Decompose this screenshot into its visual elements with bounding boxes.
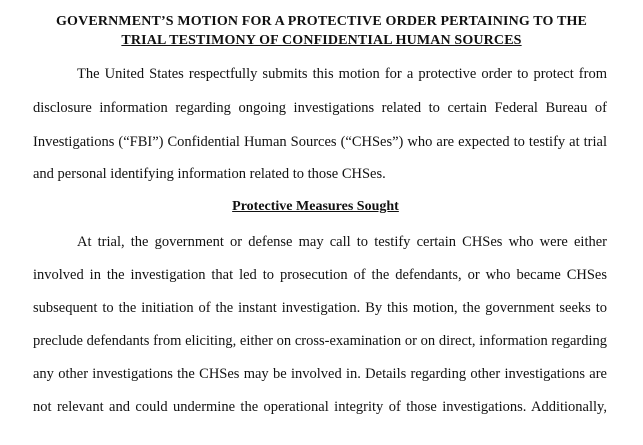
intro-paragraph-line: The United States respectfully submits this motion for a protective order to protect from bbox=[77, 66, 607, 82]
body-paragraph-line: preclude defendants from eliciting, either on cross-examination or on direct, information regarding bbox=[33, 333, 607, 349]
body-paragraph-line: subsequent to the initiation of the instant investigation. By this motion, the government seeks to bbox=[33, 300, 607, 316]
body-paragraph-line: involved in the investigation that led to prosecution of the defendants, or who became CHSes bbox=[33, 267, 607, 283]
intro-paragraph-line: disclosure information regarding ongoing investigations related to certain Federal Bureau of bbox=[33, 100, 607, 116]
document-title-line-1: GOVERNMENT’S MOTION FOR A PROTECTIVE ORDER PERTAINING TO THE bbox=[56, 14, 587, 29]
intro-paragraph-line: and personal identifying information related to those CHSes. bbox=[33, 166, 386, 182]
body-paragraph-line: any other investigations the CHSes may be involved in. Details regarding other investigations are bbox=[33, 366, 607, 382]
document-title-line-2: TRIAL TESTIMONY OF CONFIDENTIAL HUMAN SOURCES bbox=[121, 33, 522, 48]
body-paragraph-line: At trial, the government or defense may call to testify certain CHSes who were either bbox=[77, 234, 607, 250]
section-heading: Protective Measures Sought bbox=[232, 199, 399, 214]
intro-paragraph-line: Investigations (“FBI”) Confidential Human Sources (“CHSes”) who are expected to testify at trial bbox=[33, 134, 607, 150]
body-paragraph-line: not relevant and could undermine the operational integrity of those investigations. Additionally, bbox=[33, 399, 607, 415]
